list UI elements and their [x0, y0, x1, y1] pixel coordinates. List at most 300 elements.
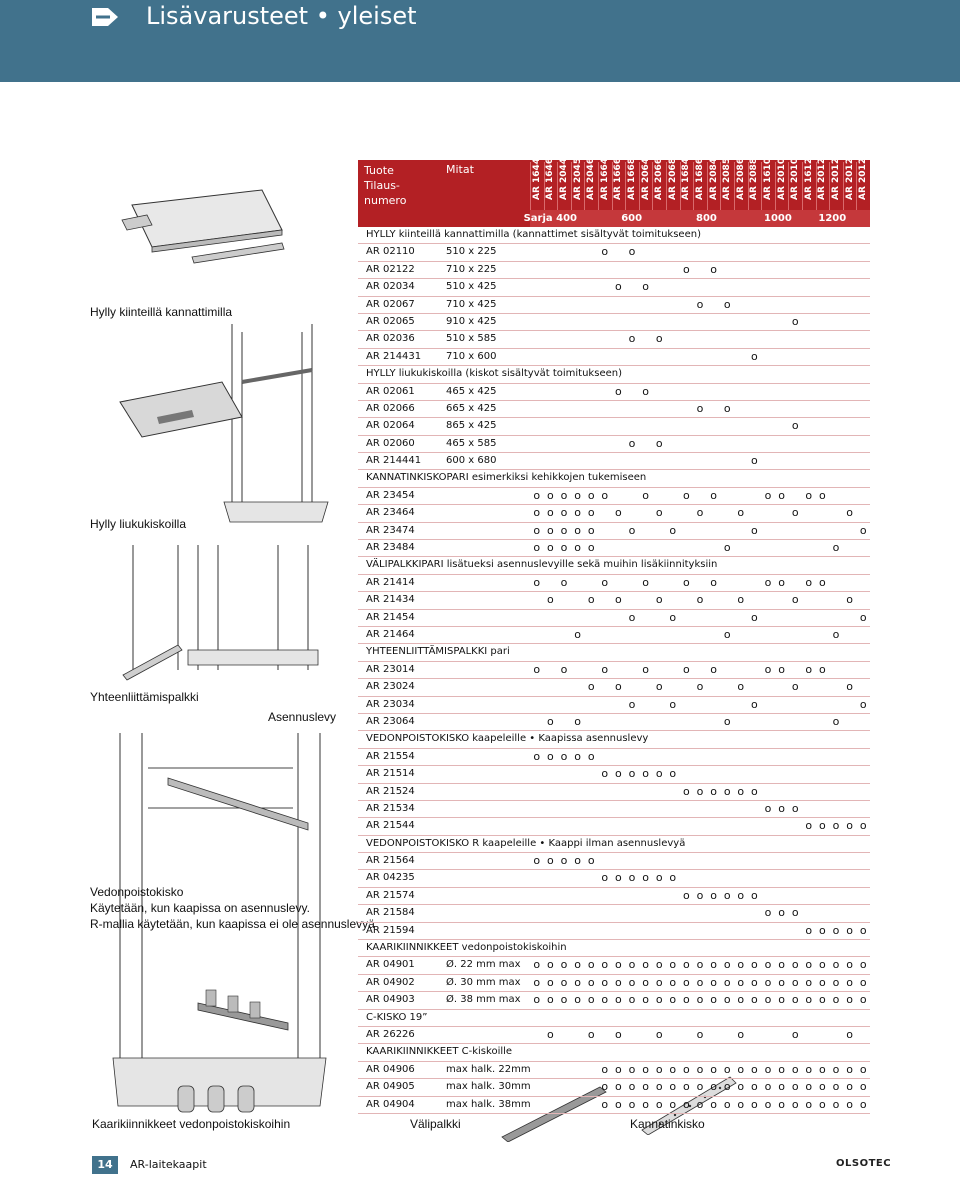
category-label: HYLLY kiinteillä kannattimilla (kannattimet sisältyvät toimitukseen) — [366, 229, 701, 240]
compat-mark: o — [683, 662, 690, 676]
product-row — [358, 957, 870, 974]
compat-mark: o — [655, 958, 663, 972]
column-header — [829, 151, 844, 210]
compat-mark: o — [574, 975, 581, 989]
compat-mark: o — [669, 871, 677, 885]
compat-mark: o — [723, 975, 731, 989]
product-dimensions: 665 x 425 — [446, 402, 497, 414]
product-row — [358, 697, 870, 714]
compat-mark: o — [819, 488, 826, 502]
compat-mark: o — [587, 854, 595, 868]
compat-mark: o — [533, 662, 541, 676]
product-code: AR 23024 — [366, 681, 415, 693]
compat-mark: o — [723, 958, 731, 972]
compat-mark: o — [791, 314, 799, 328]
compat-mark: o — [533, 993, 541, 1007]
compat-mark: o — [696, 1027, 704, 1041]
product-dimensions: 465 x 585 — [446, 437, 497, 449]
column-header — [530, 157, 545, 210]
compat-mark: o — [615, 384, 622, 398]
compat-mark: o — [533, 541, 541, 555]
compat-mark: o — [805, 1080, 813, 1094]
compat-mark: o — [751, 958, 758, 972]
compat-mark: o — [601, 958, 609, 972]
product-row — [358, 279, 870, 296]
compat-mark: o — [628, 871, 636, 885]
compat-mark: o — [547, 958, 554, 972]
series-label: Sarja 400 — [523, 213, 578, 224]
compat-mark: o — [628, 436, 636, 450]
product-dimensions: Ø. 38 mm max — [446, 994, 521, 1006]
compat-mark: o — [574, 993, 581, 1007]
compat-mark: o — [778, 488, 785, 502]
column-header — [584, 157, 599, 210]
category-row — [358, 470, 870, 487]
compat-mark: o — [751, 993, 758, 1007]
compat-mark: o — [832, 1097, 840, 1111]
product-code: AR 214441 — [366, 455, 422, 467]
compat-mark: o — [587, 593, 595, 607]
compat-mark: o — [751, 1080, 758, 1094]
compat-mark: o — [819, 923, 826, 937]
compat-mark: o — [696, 1080, 704, 1094]
compat-mark: o — [547, 488, 554, 502]
compat-mark: o — [533, 575, 541, 589]
column-header-label: AR 2088 — [749, 157, 760, 200]
label-connecting-beam: Yhteenliittämispalkki — [90, 690, 199, 704]
compat-mark: o — [751, 454, 758, 468]
compat-mark: o — [859, 993, 867, 1007]
product-row — [358, 488, 870, 505]
compat-mark: o — [669, 993, 677, 1007]
product-code: AR 21544 — [366, 820, 415, 832]
compat-mark: o — [615, 593, 622, 607]
product-row — [358, 818, 870, 835]
compat-mark: o — [846, 506, 853, 520]
compat-mark: o — [723, 714, 731, 728]
compat-mark: o — [791, 975, 799, 989]
compat-mark: o — [778, 993, 785, 1007]
compat-mark: o — [737, 593, 745, 607]
cable-clamp-illustration — [168, 1080, 268, 1120]
compat-mark: o — [859, 523, 867, 537]
category-row — [358, 557, 870, 574]
compat-mark: o — [628, 767, 636, 781]
compat-mark: o — [574, 854, 581, 868]
compat-mark: o — [628, 697, 636, 711]
compat-mark: o — [710, 975, 717, 989]
product-code: AR 23474 — [366, 524, 415, 536]
product-row — [358, 627, 870, 644]
product-code: AR 21414 — [366, 576, 415, 588]
category-row — [358, 1044, 870, 1061]
compat-mark: o — [805, 958, 813, 972]
compat-mark: o — [859, 1080, 867, 1094]
compat-mark: o — [547, 854, 554, 868]
compat-mark: o — [846, 993, 853, 1007]
compat-mark: o — [791, 906, 799, 920]
compat-mark: o — [819, 993, 826, 1007]
compat-mark: o — [560, 662, 568, 676]
product-code: AR 23014 — [366, 663, 415, 675]
compat-mark: o — [710, 888, 717, 902]
compat-mark: o — [710, 784, 717, 798]
label-mounting-plate: Asennuslevy — [268, 710, 337, 724]
column-header-label: AR 2084 — [708, 157, 719, 200]
product-code: AR 21534 — [366, 802, 415, 814]
compat-mark: o — [846, 923, 853, 937]
compat-mark: o — [696, 401, 704, 415]
product-row — [358, 453, 870, 470]
compat-mark: o — [737, 1080, 745, 1094]
compat-mark: o — [655, 975, 663, 989]
category-label: KAARIKIINNIKKEET vedonpoistokiskoihin — [366, 942, 567, 954]
column-header-label: AR 1644 — [531, 157, 542, 200]
label-shelf-fixed: Hylly kiinteillä kannattimilla — [90, 305, 233, 319]
compat-mark: o — [819, 819, 826, 833]
compat-mark: o — [696, 975, 704, 989]
compat-mark: o — [642, 384, 649, 398]
product-row — [358, 262, 870, 279]
product-row — [358, 870, 870, 887]
category-row — [358, 366, 870, 383]
compat-mark: o — [574, 958, 581, 972]
product-row — [358, 1062, 870, 1079]
compat-mark: o — [832, 958, 840, 972]
compat-mark: o — [587, 506, 595, 520]
compat-mark: o — [710, 1062, 717, 1076]
column-header-label: AR 16124 — [803, 151, 814, 200]
cabinet-shelf-illustration — [112, 322, 330, 532]
compat-mark: o — [819, 662, 826, 676]
product-code: AR 04902 — [366, 976, 415, 988]
product-row — [358, 540, 870, 557]
product-row — [358, 314, 870, 331]
compat-mark: o — [696, 506, 704, 520]
product-code: AR 02122 — [366, 263, 415, 275]
compat-mark: o — [533, 958, 541, 972]
compat-mark: o — [587, 541, 595, 555]
product-code: AR 04903 — [366, 994, 415, 1006]
compat-mark: o — [547, 506, 554, 520]
compat-mark: o — [805, 819, 813, 833]
compat-mark: o — [547, 523, 554, 537]
compat-mark: o — [683, 888, 690, 902]
compat-mark: o — [778, 958, 785, 972]
column-header-label: AR 1666 — [613, 157, 624, 200]
compat-mark: o — [655, 1027, 663, 1041]
compat-mark: o — [846, 1097, 853, 1111]
category-label: HYLLY liukukiskoilla (kiskot sisältyvät toimitukseen) — [366, 368, 622, 380]
compat-mark: o — [805, 975, 813, 989]
category-label: KAARIKIINNIKKEET C-kiskoille — [366, 1046, 513, 1058]
compat-mark: o — [751, 697, 758, 711]
compat-mark: o — [764, 575, 772, 589]
compat-mark: o — [778, 975, 785, 989]
compat-mark: o — [859, 958, 867, 972]
product-row — [358, 401, 870, 418]
compat-mark: o — [669, 523, 677, 537]
compat-mark: o — [615, 993, 622, 1007]
compat-mark: o — [696, 888, 704, 902]
compat-mark: o — [778, 906, 785, 920]
compat-mark: o — [628, 993, 636, 1007]
category-label: YHTEENLIITTÄMISPALKKI pari — [366, 646, 510, 658]
compat-mark: o — [832, 975, 840, 989]
compat-mark: o — [723, 297, 731, 311]
product-dimensions: max halk. 30mm — [446, 1081, 531, 1093]
compat-mark: o — [832, 627, 840, 641]
category-label: C-KISKO 19” — [366, 1011, 428, 1023]
compat-mark: o — [859, 975, 867, 989]
compat-mark: o — [819, 975, 826, 989]
compat-mark: o — [846, 593, 853, 607]
compat-mark: o — [846, 975, 853, 989]
product-dimensions: 710 x 600 — [446, 350, 497, 362]
compat-mark: o — [791, 1027, 799, 1041]
compat-mark: o — [615, 871, 622, 885]
compat-mark: o — [696, 1097, 704, 1111]
product-code: AR 23064 — [366, 715, 415, 727]
product-code: AR 04905 — [366, 1081, 415, 1093]
compat-mark: o — [723, 784, 731, 798]
compat-mark: o — [764, 993, 772, 1007]
column-header — [707, 157, 722, 210]
compat-mark: o — [819, 575, 826, 589]
compat-mark: o — [805, 993, 813, 1007]
compat-mark: o — [683, 262, 690, 276]
compat-mark: o — [587, 1027, 595, 1041]
column-header-label: AR 2066 — [654, 157, 665, 200]
compat-mark: o — [832, 993, 840, 1007]
compat-mark: o — [723, 1097, 731, 1111]
compat-mark: o — [628, 1097, 636, 1111]
product-row — [358, 923, 870, 940]
compat-mark: o — [574, 627, 581, 641]
compat-mark: o — [751, 784, 758, 798]
compat-mark: o — [723, 627, 731, 641]
product-code: AR 02060 — [366, 437, 415, 449]
product-row — [358, 784, 870, 801]
column-header-label: AR 1668 — [626, 157, 637, 200]
compat-mark: o — [710, 1080, 717, 1094]
compat-mark: o — [791, 801, 799, 815]
compat-mark: o — [615, 1062, 622, 1076]
compat-mark: o — [723, 401, 731, 415]
product-row — [358, 384, 870, 401]
compat-mark: o — [805, 662, 813, 676]
compat-mark: o — [560, 993, 568, 1007]
compat-mark: o — [819, 1080, 826, 1094]
compat-mark: o — [560, 854, 568, 868]
compat-mark: o — [601, 1097, 609, 1111]
compat-mark: o — [587, 993, 595, 1007]
column-header — [598, 157, 613, 210]
column-header-label: AR 20106 — [790, 151, 801, 200]
compat-mark: o — [683, 784, 690, 798]
compat-mark: o — [859, 1062, 867, 1076]
column-header-label: AR 2064 — [640, 157, 651, 200]
compat-mark: o — [764, 906, 772, 920]
product-dimensions: 510 x 225 — [446, 246, 497, 258]
compat-mark: o — [723, 888, 731, 902]
product-code: AR 02110 — [366, 246, 415, 258]
compat-mark: o — [696, 297, 704, 311]
product-code: AR 02061 — [366, 385, 415, 397]
compat-mark: o — [751, 1097, 758, 1111]
compat-mark: o — [764, 1062, 772, 1076]
column-header — [802, 151, 817, 210]
product-row — [358, 888, 870, 905]
product-code: AR 23454 — [366, 489, 415, 501]
compat-mark: o — [846, 680, 853, 694]
compat-mark: o — [791, 1097, 799, 1111]
column-header — [544, 157, 559, 210]
compat-mark: o — [655, 506, 663, 520]
product-code: AR 02036 — [366, 333, 415, 345]
compat-mark: o — [778, 801, 785, 815]
product-row — [358, 1027, 870, 1044]
compat-mark: o — [683, 975, 690, 989]
compat-mark: o — [778, 1062, 785, 1076]
product-code: AR 21464 — [366, 628, 415, 640]
product-row — [358, 331, 870, 348]
product-row — [358, 1079, 870, 1096]
compat-mark: o — [601, 575, 609, 589]
product-dimensions: 710 x 425 — [446, 298, 497, 310]
product-dimensions: 510 x 585 — [446, 333, 497, 345]
compat-mark: o — [628, 958, 636, 972]
compat-mark: o — [683, 1062, 690, 1076]
column-header — [693, 157, 708, 210]
compat-mark: o — [642, 767, 649, 781]
category-label: VÄLIPALKKIPARI lisätueksi asennuslevyille sekä muihin lisäkiinnityksiin — [366, 559, 718, 571]
compat-mark: o — [696, 993, 704, 1007]
compat-mark: o — [778, 662, 785, 676]
compat-mark: o — [615, 680, 622, 694]
compat-mark: o — [737, 975, 745, 989]
compat-mark: o — [655, 1062, 663, 1076]
compat-mark: o — [737, 1027, 745, 1041]
product-row — [358, 610, 870, 627]
compat-mark: o — [587, 488, 595, 502]
category-row — [358, 836, 870, 853]
category-label: KANNATINKISKOPARI esimerkiksi kehikkojen tukemiseen — [366, 472, 647, 484]
compat-mark: o — [574, 506, 581, 520]
column-header — [748, 157, 763, 210]
product-dimensions: 710 x 225 — [446, 263, 497, 275]
product-row — [358, 766, 870, 783]
product-code: AR 21434 — [366, 594, 415, 606]
product-row — [358, 975, 870, 992]
product-code: AR 02066 — [366, 402, 415, 414]
product-code: AR 21584 — [366, 907, 415, 919]
compat-mark: o — [683, 1097, 690, 1111]
compat-mark: o — [696, 1062, 704, 1076]
series-label: 1200 — [818, 213, 847, 224]
compat-mark: o — [723, 541, 731, 555]
compat-mark: o — [764, 1097, 772, 1111]
compat-mark: o — [560, 506, 568, 520]
compat-mark: o — [615, 506, 622, 520]
compat-mark: o — [642, 958, 649, 972]
compat-mark: o — [751, 888, 758, 902]
product-row — [358, 1097, 870, 1114]
column-header — [720, 157, 735, 210]
compat-mark: o — [669, 975, 677, 989]
compat-mark: o — [628, 975, 636, 989]
compat-mark: o — [710, 1097, 717, 1111]
category-row — [358, 1010, 870, 1027]
product-code: AR 214431 — [366, 350, 422, 362]
header-product-line2: Tilaus- — [364, 179, 400, 192]
product-code: AR 02034 — [366, 281, 415, 293]
column-header-label: AR 1686 — [694, 157, 705, 200]
compat-mark: o — [655, 1097, 663, 1111]
compat-mark: o — [846, 958, 853, 972]
product-row — [358, 244, 870, 261]
compat-mark: o — [819, 1097, 826, 1111]
page-title: Lisävarusteet • yleiset — [146, 2, 417, 30]
compat-mark: o — [642, 662, 649, 676]
series-label: 800 — [696, 213, 717, 224]
compat-mark: o — [669, 610, 677, 624]
compat-mark: o — [737, 958, 745, 972]
product-code: AR 21514 — [366, 768, 415, 780]
compat-mark: o — [751, 610, 758, 624]
header-product-line3: numero — [364, 194, 407, 207]
compat-mark: o — [642, 871, 649, 885]
header-dimensions: Mitat — [446, 163, 474, 176]
compat-mark: o — [642, 1097, 649, 1111]
compat-mark: o — [560, 523, 568, 537]
column-header-label: AR 20125 — [830, 151, 841, 200]
compat-mark: o — [642, 488, 649, 502]
product-row — [358, 418, 870, 435]
product-dimensions: max halk. 38mm — [446, 1098, 531, 1110]
compat-mark: o — [696, 784, 704, 798]
compat-mark: o — [601, 245, 609, 259]
compat-mark: o — [846, 819, 853, 833]
product-dimensions: 865 x 425 — [446, 420, 497, 432]
product-code: AR 23484 — [366, 542, 415, 554]
compat-mark: o — [751, 975, 758, 989]
compat-mark: o — [669, 1080, 677, 1094]
compat-mark: o — [778, 1097, 785, 1111]
compat-mark: o — [655, 593, 663, 607]
product-row — [358, 523, 870, 540]
compat-mark: o — [615, 767, 622, 781]
compat-mark: o — [560, 958, 568, 972]
product-row — [358, 679, 870, 696]
product-code: AR 04901 — [366, 959, 415, 971]
compat-mark: o — [547, 714, 554, 728]
compat-mark: o — [805, 923, 813, 937]
compat-mark: o — [601, 1080, 609, 1094]
compat-mark: o — [723, 993, 731, 1007]
compat-mark: o — [601, 975, 609, 989]
compat-mark: o — [683, 958, 690, 972]
compat-mark: o — [696, 593, 704, 607]
compat-mark: o — [587, 958, 595, 972]
compat-mark: o — [669, 1097, 677, 1111]
compat-mark: o — [737, 888, 745, 902]
compat-mark: o — [819, 1062, 826, 1076]
product-code: AR 04904 — [366, 1098, 415, 1110]
compat-mark: o — [601, 662, 609, 676]
compat-mark: o — [574, 541, 581, 555]
compat-mark: o — [859, 697, 867, 711]
